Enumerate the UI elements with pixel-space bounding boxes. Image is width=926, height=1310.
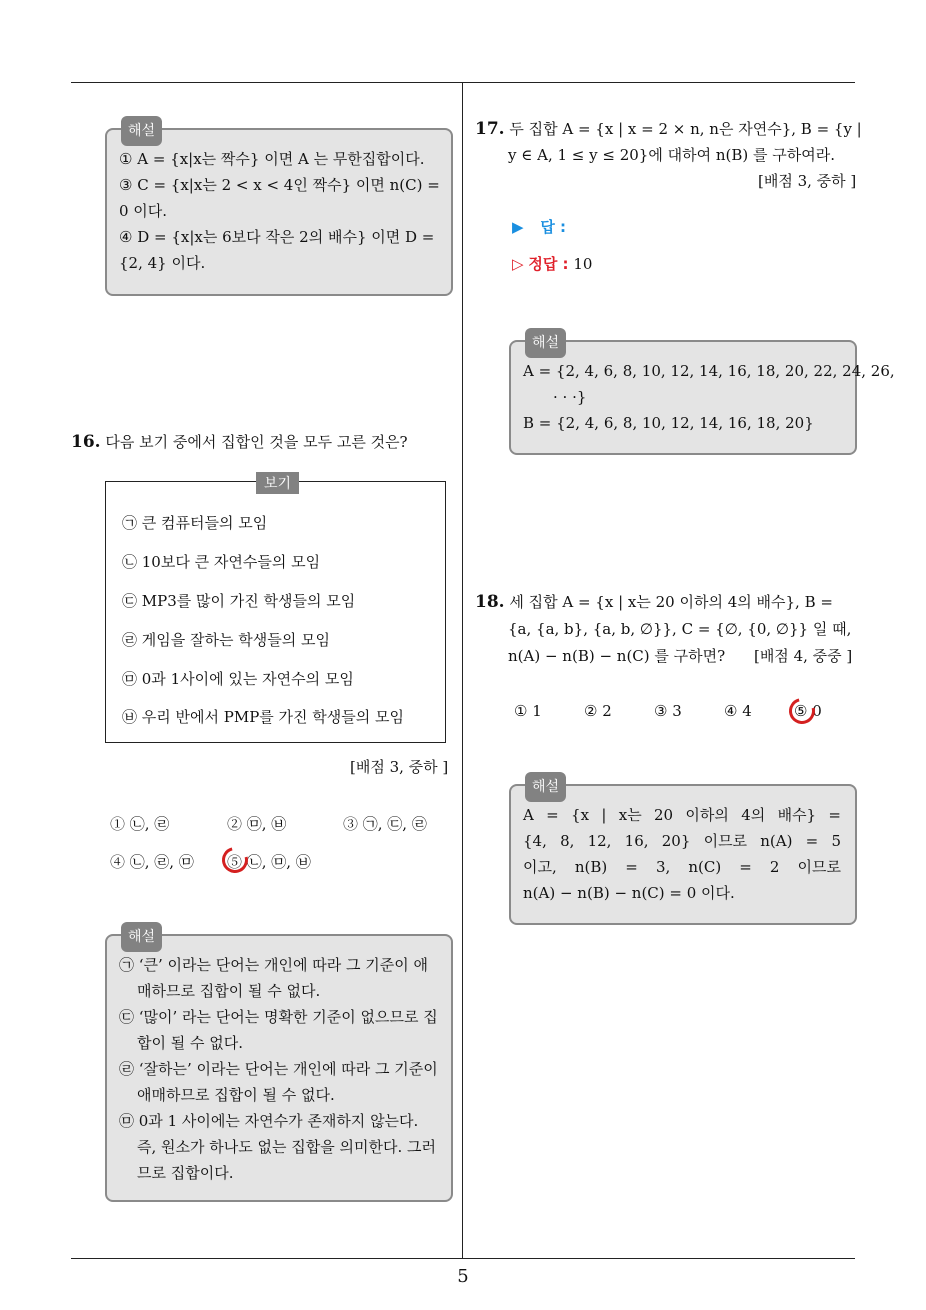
explanation-line: ㉣ ‘잘하는’ 이라는 단어는 개인에 따라 그 기준이 bbox=[119, 1060, 438, 1078]
explanation-line: n(A) − n(B) − n(C) = 0 이다. bbox=[523, 884, 735, 902]
question-17-line-1 bbox=[475, 118, 862, 139]
choice-3[interactable]: ③ ㉠, ㉢, ㉣ bbox=[343, 815, 427, 833]
explanation-box-15 bbox=[105, 123, 453, 296]
selected-answer-mark bbox=[217, 842, 253, 878]
explanation-line: ④ D = {x|x는 6보다 작은 2의 배수} 이면 D = bbox=[119, 228, 435, 246]
choice-4[interactable]: ④ 4 bbox=[724, 702, 752, 720]
explanation-tag: 해설 bbox=[525, 328, 566, 358]
column-divider bbox=[462, 83, 463, 1258]
bogi-item: ㉤ 0과 1사이에 있는 자연수의 모임 bbox=[122, 670, 354, 688]
bogi-item: ㉢ MP3를 많이 가진 학생들의 모임 bbox=[122, 592, 356, 610]
question-18-line-2: {a, {a, b}, {a, b, ∅}}, C = {∅, {0, ∅}} 일 때, bbox=[508, 620, 852, 638]
outline-arrow-icon: ▷ bbox=[512, 255, 524, 273]
bogi-item: ㉣ 게임을 잘하는 학생들의 모임 bbox=[122, 631, 330, 649]
answer-line bbox=[512, 216, 566, 237]
explanation-line: ㉠ ‘큰’ 이라는 단어는 개인에 따라 그 기준이 애 bbox=[119, 956, 429, 974]
explanation-line: 합이 될 수 없다. bbox=[137, 1034, 244, 1052]
question-text: 두 집합 A = {x | x = 2 × n, n은 자연수}, B = {y | bbox=[509, 120, 862, 138]
question-16 bbox=[71, 431, 408, 452]
choice-1[interactable]: ① ㉡, ㉣ bbox=[110, 815, 170, 833]
choice-2[interactable]: ② ㉤, ㉥ bbox=[227, 815, 287, 833]
choice-5[interactable]: ⑤ ㉡, ㉤, ㉥ bbox=[227, 853, 311, 871]
explanation-line: B = {2, 4, 6, 8, 10, 12, 14, 16, 18, 20} bbox=[523, 414, 814, 432]
score-16: [배점 3, 중하 ] bbox=[350, 758, 449, 776]
correct-answer-line bbox=[512, 253, 592, 274]
question-17-line-2: y ∈ A, 1 ≤ y ≤ 20}에 대하여 n(B) 를 구하여라. bbox=[508, 146, 835, 164]
choice-1[interactable]: ① 1 bbox=[514, 702, 542, 720]
explanation-line: ① A = {x|x는 짝수} 이면 A 는 무한집합이다. bbox=[119, 150, 425, 168]
explanation-line: {4, 8, 12, 16, 20} 이므로 n(A) = 5 bbox=[523, 832, 841, 850]
explanation-tag: 해설 bbox=[121, 116, 162, 146]
explanation-line: 이고, n(B) = 3, n(C) = 2 이므로 bbox=[523, 858, 841, 876]
choice-4[interactable]: ④ ㉡, ㉣, ㉤ bbox=[110, 853, 194, 871]
explanation-line: 므로 집합이다. bbox=[137, 1164, 234, 1182]
explanation-line: A = {2, 4, 6, 8, 10, 12, 14, 16, 18, 20, 22, 24, 26, bbox=[523, 362, 895, 380]
answer-label: 답 : bbox=[540, 218, 567, 236]
question-text: n(A) − n(B) − n(C) 를 구하면? bbox=[508, 647, 726, 665]
explanation-line: 애매하므로 집합이 될 수 없다. bbox=[137, 1086, 335, 1104]
bottom-rule bbox=[71, 1258, 855, 1259]
page-number: 5 bbox=[457, 1266, 469, 1287]
explanation-line: 0 이다. bbox=[119, 202, 168, 220]
play-arrow-icon: ▶ bbox=[512, 218, 524, 236]
explanation-line: · · ·} bbox=[553, 388, 587, 406]
question-18-line-3 bbox=[508, 645, 852, 666]
selected-answer-mark bbox=[784, 693, 820, 729]
explanation-line: ㉢ ‘많이’ 라는 단어는 명확한 기준이 없으므로 집 bbox=[119, 1008, 438, 1026]
explanation-line: ③ C = {x|x는 2 < x < 4인 짝수} 이면 n(C) = bbox=[119, 176, 440, 194]
choice-2[interactable]: ② 2 bbox=[584, 702, 612, 720]
explanation-line: 즉, 원소가 하나도 없는 집합을 의미한다. 그러 bbox=[137, 1138, 436, 1156]
bogi-box bbox=[105, 476, 446, 743]
correct-answer-label: 정답 : bbox=[528, 255, 569, 273]
correct-answer-value: 10 bbox=[573, 255, 593, 273]
score-17: [배점 3, 중하 ] bbox=[758, 172, 857, 190]
choice-5[interactable]: ⑤ 0 bbox=[794, 702, 822, 720]
explanation-box-17 bbox=[509, 335, 895, 455]
bogi-item: ㉠ 큰 컴퓨터들의 모임 bbox=[122, 514, 268, 532]
bogi-tag: 보기 bbox=[256, 472, 299, 494]
explanation-line: A = {x | x는 20 이하의 4의 배수} = bbox=[523, 806, 841, 824]
top-rule bbox=[71, 82, 855, 83]
question-number: 16. bbox=[71, 432, 101, 452]
question-number: 17. bbox=[475, 119, 505, 139]
score-18: [배점 4, 중중 ] bbox=[753, 647, 853, 665]
bogi-item: ㉥ 우리 반에서 PMP를 가진 학생들의 모임 bbox=[122, 708, 405, 726]
explanation-tag: 해설 bbox=[525, 772, 566, 802]
question-text: 세 집합 A = {x | x는 20 이하의 4의 배수}, B = bbox=[509, 593, 833, 611]
explanation-tag: 해설 bbox=[121, 922, 162, 952]
bogi-item: ㉡ 10보다 큰 자연수들의 모임 bbox=[122, 553, 321, 571]
explanation-line: ㉤ 0과 1 사이에는 자연수가 존재하지 않는다. bbox=[119, 1112, 419, 1130]
question-18-line-1 bbox=[475, 591, 833, 612]
explanation-line: {2, 4} 이다. bbox=[119, 254, 206, 272]
choice-3[interactable]: ③ 3 bbox=[654, 702, 682, 720]
question-number: 18. bbox=[475, 592, 505, 612]
question-text: 다음 보기 중에서 집합인 것을 모두 고른 것은? bbox=[105, 433, 408, 451]
explanation-box-18 bbox=[509, 779, 857, 925]
explanation-box-16 bbox=[105, 929, 453, 1202]
explanation-line: 매하므로 집합이 될 수 없다. bbox=[137, 982, 321, 1000]
